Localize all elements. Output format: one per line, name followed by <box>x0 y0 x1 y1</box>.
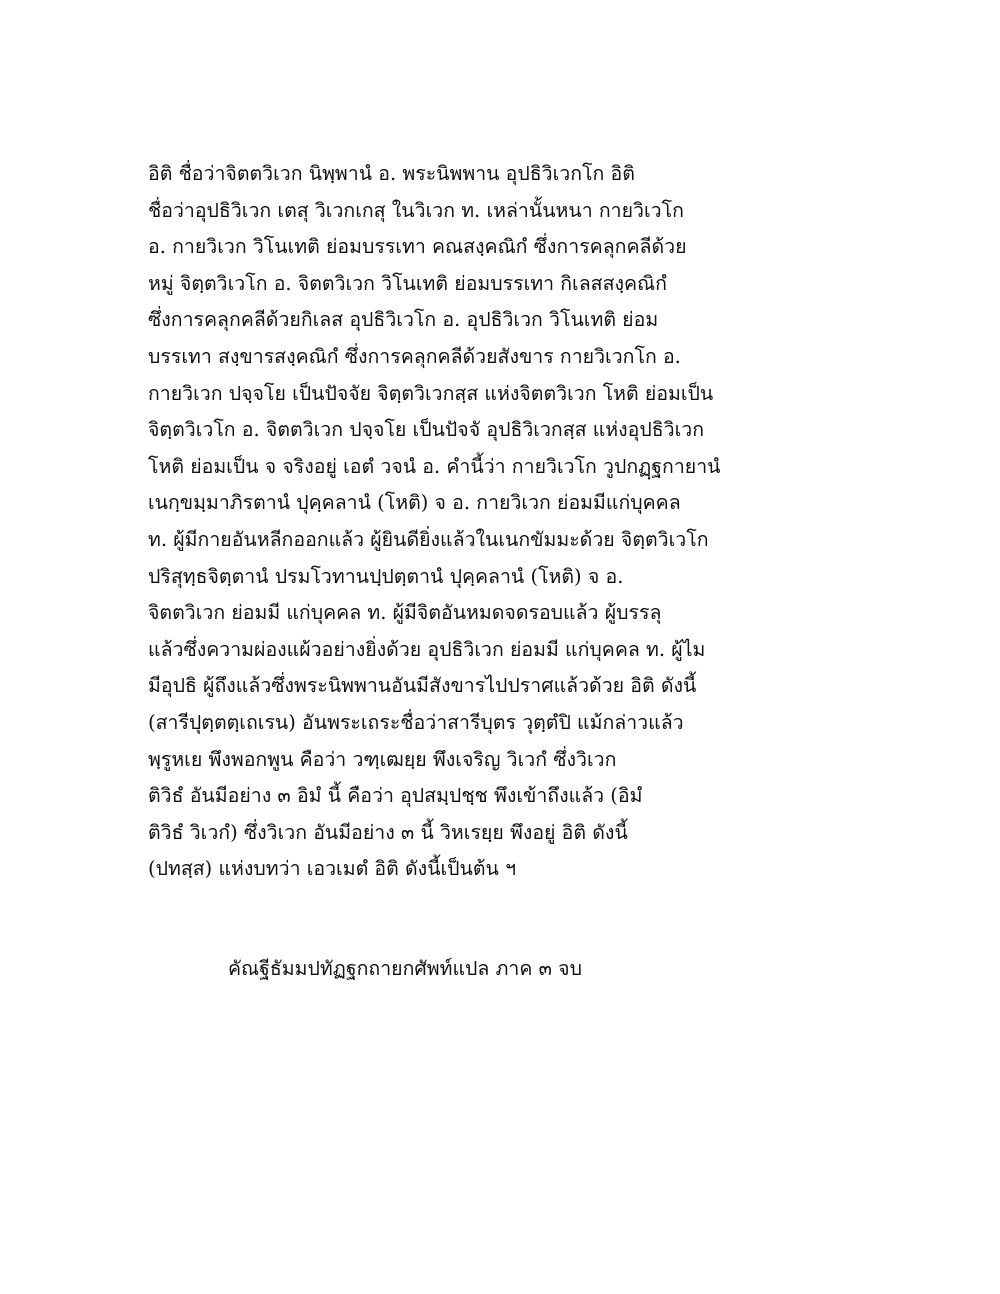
text-line: หมู่ จิตฺตวิเวโก อ. จิตตวิเวก วิโนเทติ ย่อมบรรเทา กิเลสสงฺคณิกํ <box>148 271 667 295</box>
text-line: บรรเทา สงฺขารสงฺคณิกํ ซึ่งการคลุกคลีด้วยสังขาร กายวิเวกโก อ. <box>148 344 681 368</box>
text-line: มีอุปธิ ผู้ถึงแล้วซึ่งพระนิพพานอันมีสังขารไปปราศแล้วด้วย อิติ ดังนี้ <box>148 674 697 698</box>
text-line: จิตตวิเวก ย่อมมี แก่บุคคล ท. ผู้มีจิตอันหมดจดรอบแล้ว ผู้บรรลุ <box>148 601 662 625</box>
body-text <box>148 156 848 888</box>
text-line: จิตฺตวิเวโก อ. จิตตวิเวก ปจฺจโย เป็นปัจจั อุปธิวิเวกสฺส แห่งอุปธิวิเวก <box>148 418 705 442</box>
text-line: (ปทสฺส) แห่งบทว่า เอวเมตํ อิติ ดังนี้เป็นต้น ฯ <box>148 857 517 881</box>
text-line: ซึ่งการคลุกคลีด้วยกิเลส อุปธิวิเวโก อ. อุปธิวิเวก วิโนเทติ ย่อม <box>148 308 659 332</box>
text-line: พฺรูหเย พึงพอกพูน คือว่า วฑฺเฒยฺย พึงเจริญ วิเวกํ ซึ่งวิเวก <box>148 747 617 771</box>
text-line: ติวิธํ อันมีอย่าง ๓ อิมํ นี้ คือว่า อุปสมฺปชฺช พึงเข้าถึงแล้ว (อิมํ <box>148 784 643 808</box>
text-line: (สารีปุตฺตตฺเถเรน) อันพระเถระชื่อว่าสารีบุตร วุตฺตํปิ แม้กล่าวแล้ว <box>148 710 684 734</box>
running-header <box>0 120 1000 148</box>
text-line: ติวิธํ วิเวกํ) ซึ่งวิเวก อันมีอย่าง ๓ นี้ วิหเรยฺย พึงอยู่ อิติ ดังนี้ <box>148 820 628 844</box>
closing-line: คัณฐีธัมมปทัฏฐกถายกศัพท์แปล ภาค ๓ จบ <box>228 957 582 980</box>
text-line: กายวิเวก ปจฺจโย เป็นปัจจัย จิตฺตวิเวกสฺส แห่งจิตตวิเวก โหติ ย่อมเป็น <box>148 381 714 405</box>
text-line: แล้วซึ่งความผ่องแผ้วอย่างยิ่งด้วย อุปธิวิเวก ย่อมมี แก่บุคคล ท. ผู้ไม <box>148 637 706 661</box>
text-line: อ. กายวิเวก วิโนเทติ ย่อมบรรเทา คณสงฺคณิกํ ซึ่งการคลุกคลีด้วย <box>148 235 687 259</box>
text-line: เนกฺขมฺมาภิรตานํ ปุคฺคลานํ (โหติ) จ อ. กายวิเวก ย่อมมีแก่บุคคล <box>148 491 681 515</box>
text-line: ท. ผู้มีกายอันหลีกออกแล้ว ผู้ยินดียิ่งแล้วในเนกขัมมะด้วย จิตฺตวิเวโก <box>148 527 709 551</box>
text-line: ปริสุทฺธจิตฺตานํ ปรมโวทานปฺปตฺตานํ ปุคฺคลานํ (โหติ) จ อ. <box>148 564 624 588</box>
text-line: โหติ ย่อมเป็น จ จริงอยู่ เอตํ วจนํ อ. คำนี้ว่า กายวิเวโก วูปกฏฺฐกายานํ <box>148 454 721 478</box>
text-line: อิติ ชื่อว่าจิตตวิเวก นิพฺพานํ อ. พระนิพพาน อุปธิวิเวกโก อิติ <box>148 162 635 185</box>
text-line: ชื่อว่าอุปธิวิเวก เตสุ วิเวกเกสุ ในวิเวก ท. เหล่านั้นหนา กายวิเวโก <box>148 198 684 222</box>
